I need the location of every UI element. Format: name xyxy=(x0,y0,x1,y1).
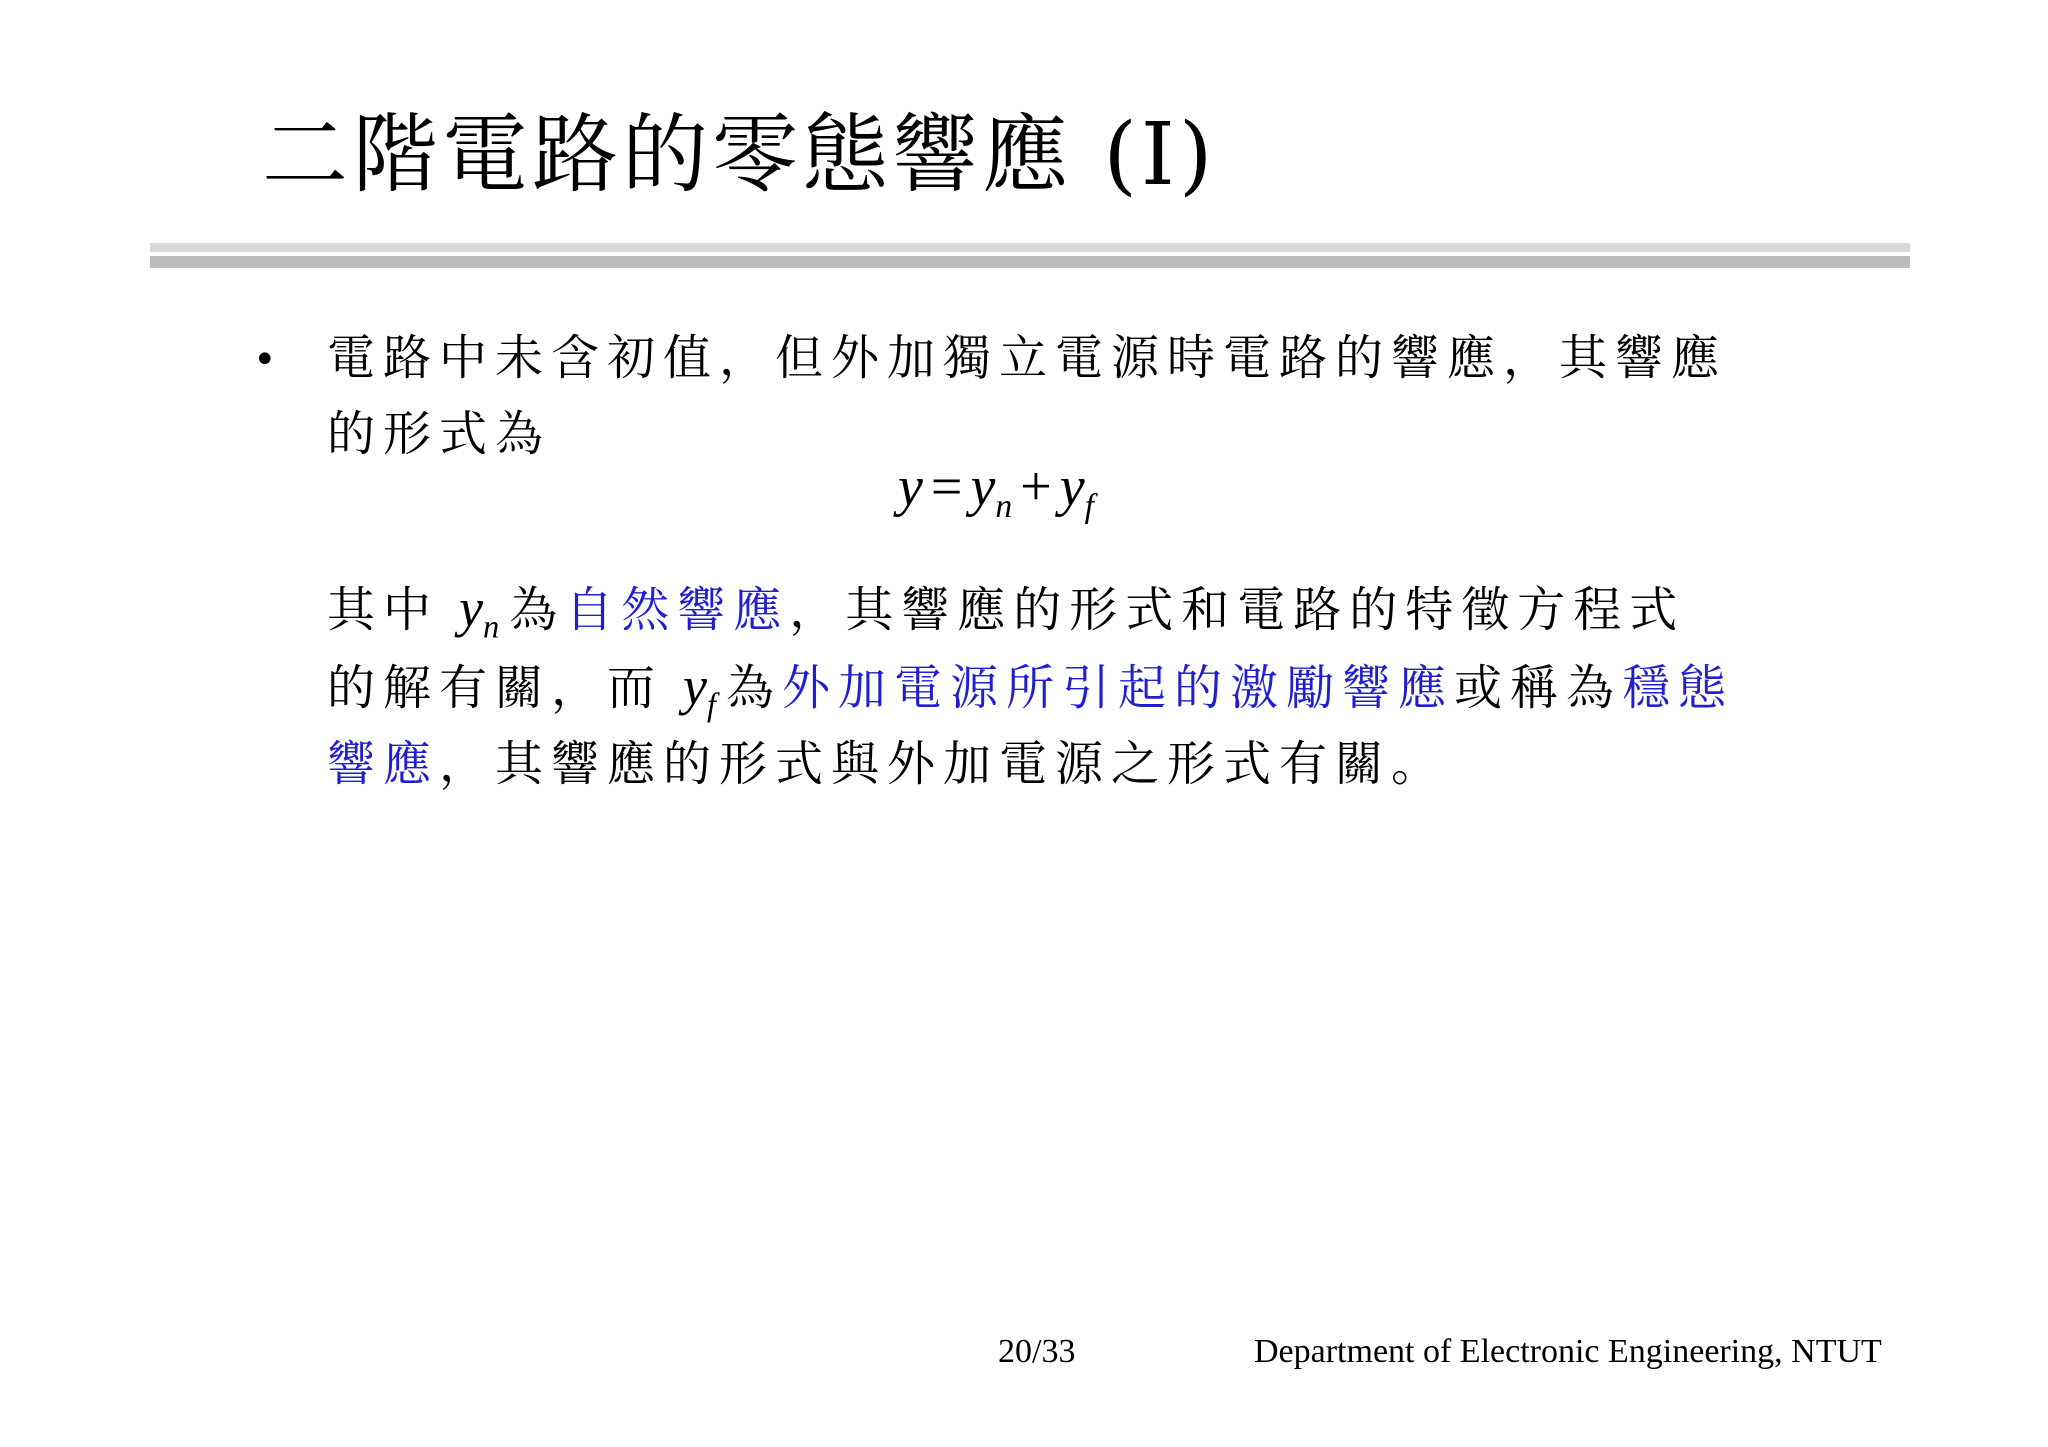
term-natural-response: 自然響應 xyxy=(565,582,790,638)
bullet-point: • xyxy=(253,337,277,383)
natural-response-variable xyxy=(439,578,509,646)
explanation-text-6: 或稱為 xyxy=(1454,660,1623,716)
explanation-text-3: ，其響應的形式和電路的特徵方程式 xyxy=(789,582,1686,638)
paragraph-explanation xyxy=(327,570,1734,802)
title-divider-light xyxy=(150,243,1910,252)
title-divider-dark xyxy=(150,256,1910,268)
paragraph-definition-line-2: 的形式為 xyxy=(327,406,552,462)
term-steady-state-part-1: 穩態 xyxy=(1622,660,1735,716)
equation-term-natural xyxy=(970,456,1013,525)
paragraph-definition-line-1: 電路中未含初值，但外加獨立電源時電路的響應，其響應 xyxy=(327,330,1728,386)
equation-term-forced-sub: f xyxy=(1084,487,1094,525)
explanation-text-1: 其中 xyxy=(327,582,440,638)
equation-equals: = xyxy=(930,456,963,518)
equation-term-natural-base: y xyxy=(970,456,996,518)
slide-title: 二階電路的零態響應 (I) xyxy=(262,105,1217,205)
paragraph-definition xyxy=(327,320,1727,472)
explanation-text-2: 為 xyxy=(509,582,566,638)
equation-lhs: y xyxy=(898,456,923,518)
forced-response-variable xyxy=(663,656,726,724)
forced-response-variable-sub: f xyxy=(706,687,716,724)
equation-term-natural-sub: n xyxy=(995,487,1013,525)
explanation-text-5: 為 xyxy=(725,660,782,716)
natural-response-variable-base: y xyxy=(459,578,483,638)
equation-term-forced-base: y xyxy=(1059,456,1085,518)
equation-plus: + xyxy=(1020,456,1052,518)
department-label: Department of Electronic Engineering, NTUT xyxy=(1254,1333,1882,1370)
response-equation xyxy=(898,452,1094,525)
page-number: 20/33 xyxy=(998,1333,1076,1370)
explanation-text-4: 的解有關，而 xyxy=(327,660,664,716)
natural-response-variable-sub: n xyxy=(482,609,500,646)
forced-response-variable-base: y xyxy=(683,656,707,716)
term-steady-state-part-2: 響應 xyxy=(327,736,440,792)
term-forced-response: 外加電源所引起的激勵響應 xyxy=(782,660,1455,716)
explanation-text-7: ，其響應的形式與外加電源之形式有關。 xyxy=(439,736,1448,792)
equation-term-forced xyxy=(1059,456,1094,525)
